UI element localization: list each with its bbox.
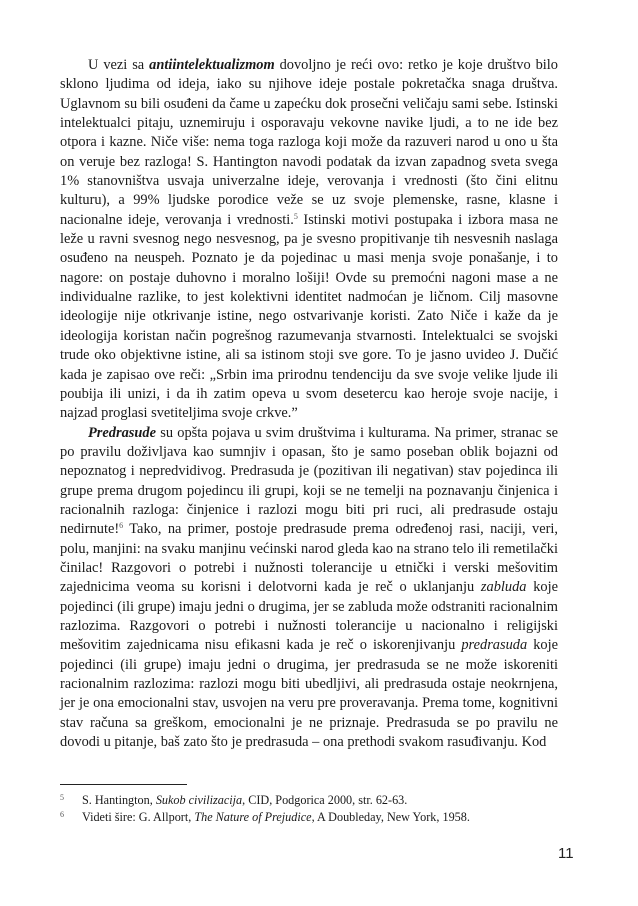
text-run: Tako, na primer, postoje predrasude prema određenoj rasi, naciji, veri, polu, manjini: na svaku manjinu većinski narod gleda kao na strano telo ili remetilački činilac! Razgovori o potrebi i nužnosti tolerancije u etnički i verski mešovitim zajednicima veoma su korisni i delotvorni kada je reč o uklanjanju <box>60 521 558 596</box>
text-run: S. Hantington, <box>82 793 156 807</box>
book-title: Sukob civilizacija <box>155 793 243 807</box>
body-text <box>60 56 558 752</box>
text-run: U vezi sa <box>88 57 150 73</box>
text-run: Videti šire: G. Allport, <box>82 810 195 824</box>
text-run: Istinski motivi postupaka i izbora masa ne leže u ravni svesnog nego nesvesnog, pa je svesno propitivanje tih nesvesnih naslaga osuđeno na neuspeh. Poznato je da pojedinac u masi menja svoje ponašanje, i to nagore: on postaje duhovno i moralno lošiji! Ovde su premoćni nagoni mase a ne individualne razlike, to jest kolektivni identitet nadmoćan je ličnom. Cilj masovne ideologije nije otkrivanje istine, nego ostvarivanje koristi. Zato Niče i kaže da je ideologija koristan način pogrešnog razumevanja stvarnosti. Intelektualci se svojski trude oko objektivne istine, ali sa istinom stoji sve gore. To je jasno uvideo J. Dučić kada je zapisao ove reči: „Srbin ima prirodnu tendenciju da sve svoje velike ljude ili poubija ili unizi, i da ih zatim opeva u svom desetercu kao heroje svoje nacije, i najzad proglasi svetiteljima svoje crkve.” <box>60 211 558 422</box>
footnote-number: 5 <box>60 793 64 802</box>
text-run: koje pojedinci (ili grupe) imaju jedni o drugima, jer predrasuda se ne može iskoreniti racionalnim razlozima: razlozi mogu biti ubedljivi, ali predrasuda ostaje neokrnjena, jer je ona emocionalni stav, usvojen na veru pre proveravanja. Prema tome, kognitivni stav računa sa greškom, emocionalni je ne priznaje. Predrasuda se po pravilu ne dovodi u pitanje, baš zato što je predrasuda – ona prethodi svakom rasuđivanju. Kod <box>60 637 559 751</box>
text-run: , A Doubleday, New York, 1958. <box>311 810 470 824</box>
page-number: 11 <box>558 845 574 862</box>
footnote <box>60 809 558 826</box>
text-run: koje pojedinci (ili grupe) imaju jedni o drugima, jer se zabluda može odstraniti racionalnim razlozima. Razgovori o potrebi i nužnosti tolerancije u nacionalno i religijski mešovitim zajednicama nisu efikasni kada je reč o iskorenjivanju <box>60 579 558 654</box>
text-run: , CID, Podgorica 2000, str. 62-63. <box>242 793 408 807</box>
text-run: su opšta pojava u svim društvima i kulturama. Na primer, stranac se po pravilu doživljava kao sumnjiv i opasan, što je samo poseban oblik bojazni od nepoznatog i nepredvidivog. Predrasuda je (pozitivan ili negativan) stav pojedinca ili grupe prema drugom pojedincu ili grupi, koji se ne temelji na poznavanju činjenica i racionalnih razloga: činjenice i razlozi mogu biti pri ruci, ali predrasude ostaju nedirnute! <box>60 424 558 538</box>
footnotes <box>60 792 558 826</box>
footnote-reference[interactable]: 5 <box>293 211 298 221</box>
italic-term: predrasuda <box>461 637 528 654</box>
footnote-separator <box>60 784 187 785</box>
emphasized-term: Predrasude <box>88 424 156 441</box>
footnote-number: 6 <box>60 810 64 819</box>
paragraph-prejudices <box>60 424 558 753</box>
emphasized-term: antiintelektualizmom <box>149 57 275 73</box>
text-run: dovoljno je reći ovo: retko je koje društvo bilo sklono ljudima od ideja, iako su njihove ideje postale pokretačka snaga društva. Uglavnom su bili osuđeni da čame u zapećku dok prosečni veličaju sami sebe. Istinski intelektualci pitaju, uznemiruju i osporavaju vekovne navike ljudi, a to ne ide bez otpora i kazne. Niče više: nema toga razloga koji može da razuveri narod u ono u šta on veruje bez razloga! S. Hantington navodi podatak da izvan zapadnog sveta svega 1% stanovništva usvaja univerzalne ideje, verovanja i vrednosti (što čini elitnu kulturu), a 99% ljudske porodice veže se uz svoje plemenske, rasne, klasne i nacionalne ideje, verovanja i vrednosti. <box>60 57 558 228</box>
book-title: The Nature of Prejudice <box>194 810 312 824</box>
footnote-reference[interactable]: 6 <box>119 521 124 531</box>
italic-term: zabluda <box>480 579 527 596</box>
footnote <box>60 792 558 809</box>
paragraph-antiintellectualism <box>60 56 558 424</box>
